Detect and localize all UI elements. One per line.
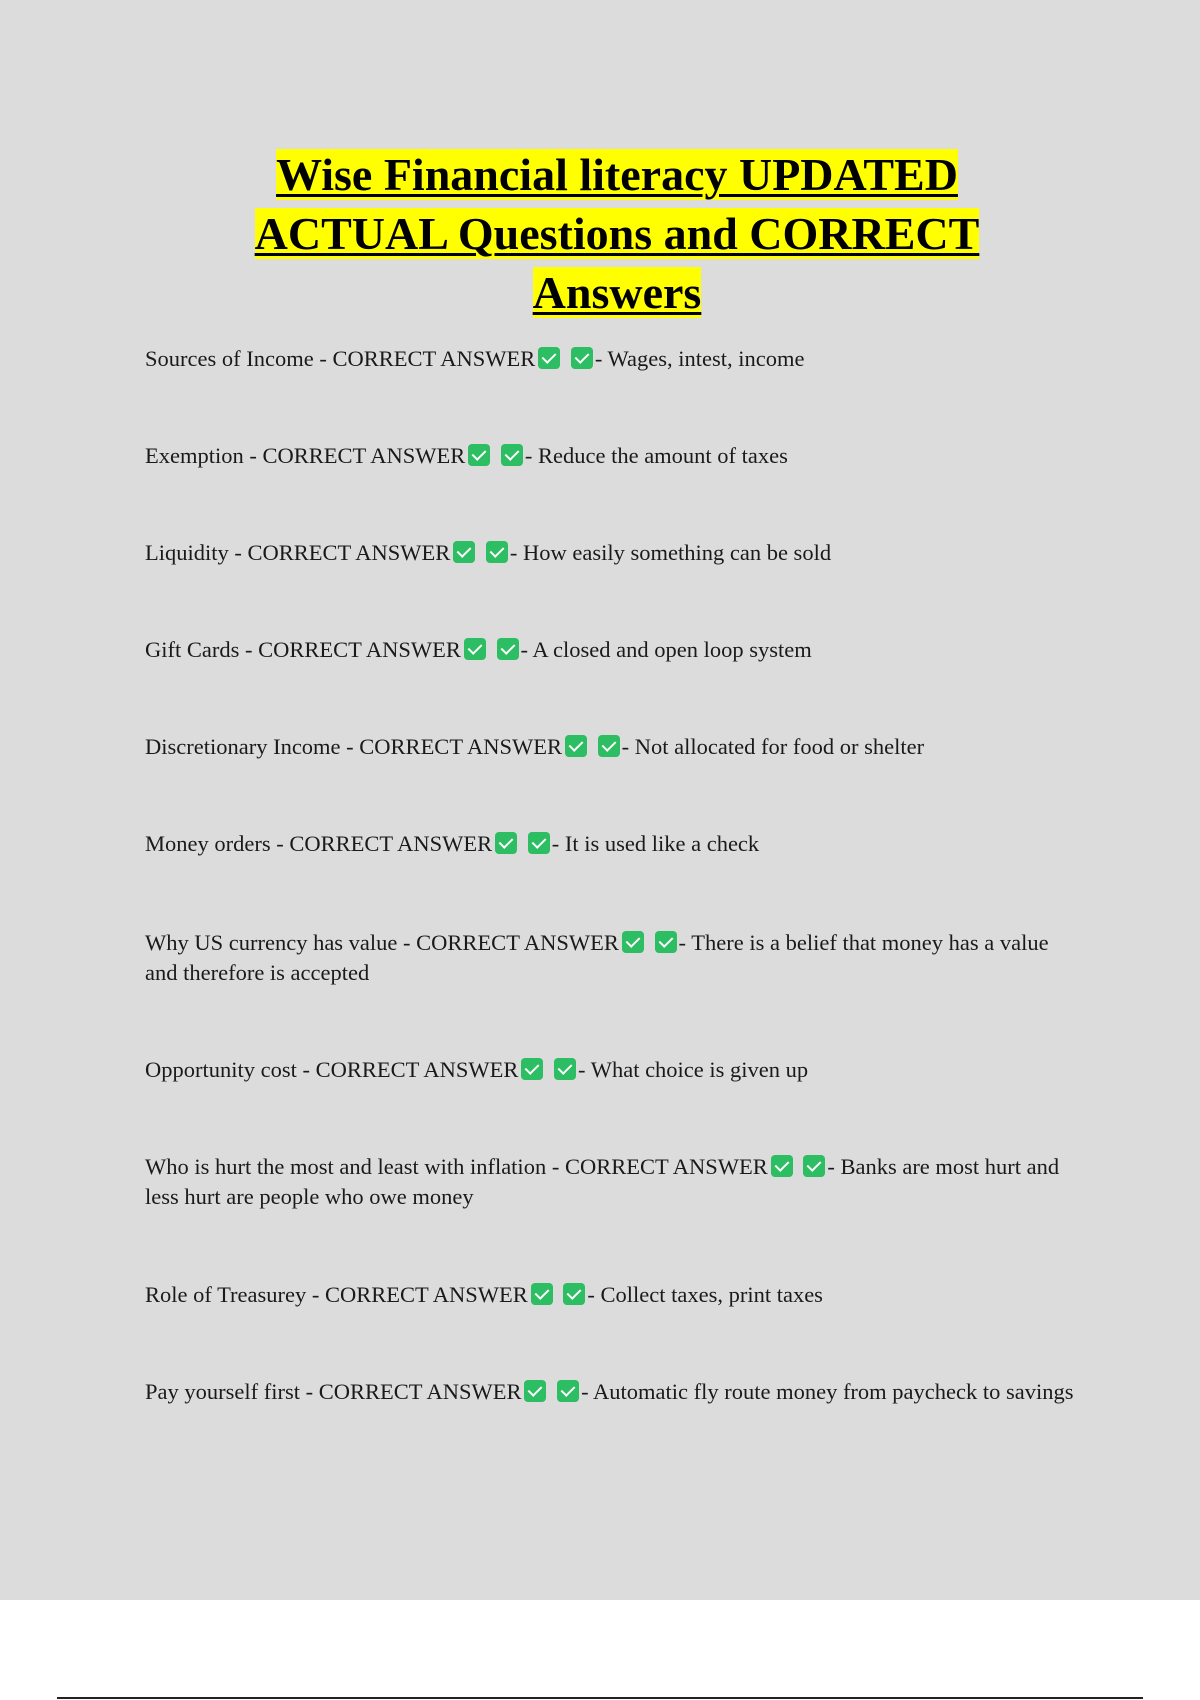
question-text: Opportunity cost [145,1057,297,1082]
question-text: Liquidity [145,540,229,565]
check-mark-icon [571,347,593,369]
check-mark-icon [501,444,523,466]
check-mark-icon [771,1155,793,1177]
question-text: Exemption [145,443,244,468]
check-mark-icon [598,735,620,757]
question-text: Discretionary Income [145,734,341,759]
title-line-2: ACTUAL Questions and CORRECT [254,208,980,259]
check-mark-icon [464,638,486,660]
answer-marker: CORRECT ANSWER [262,443,466,468]
check-mark-icon [538,347,560,369]
answer-marker: CORRECT ANSWER [247,540,451,565]
qa-item: Money orders - CORRECT ANSWER - It is used like a check [145,831,760,856]
qa-item: Discretionary Income - CORRECT ANSWER - Not allocated for food or shelter [145,734,925,759]
qa-item: Exemption - CORRECT ANSWER - Reduce the amount of taxes [145,443,788,468]
check-mark-icon [453,541,475,563]
question-text: Why US currency has value [145,930,398,955]
qa-item: Role of Treasurey - CORRECT ANSWER - Collect taxes, print taxes [145,1282,823,1307]
answer-marker: CORRECT ANSWER [359,734,563,759]
answer-text: Wages, intest, income [607,346,805,371]
check-mark-icon [531,1283,553,1305]
answer-text: What choice is given up [590,1057,809,1082]
answer-text: Not allocated for food or shelter [634,734,925,759]
check-mark-icon [497,638,519,660]
qa-item: Who is hurt the most and least with inflation - CORRECT ANSWER - Banks are most hurt and less hurt are people who owe money [145,1154,1060,1209]
answer-text: Banks are most hurt and less hurt are people who owe money [145,1154,1060,1209]
answer-marker: CORRECT ANSWER [416,930,619,955]
answer-text: Collect taxes, print taxes [600,1282,823,1307]
check-mark-icon [622,931,644,953]
check-mark-icon [521,1058,543,1080]
question-text: Money orders [145,831,271,856]
check-mark-icon [565,735,587,757]
qa-item: Sources of Income - CORRECT ANSWER - Wages, intest, income [145,346,805,371]
qa-item: Gift Cards - CORRECT ANSWER - A closed and open loop system [145,637,812,662]
answer-marker: CORRECT ANSWER [318,1379,522,1404]
question-text: Who is hurt the most and least with inflation [145,1154,547,1179]
page-title [150,145,1084,322]
qa-item: Opportunity cost - CORRECT ANSWER - What choice is given up [145,1057,809,1082]
check-mark-icon [557,1380,579,1402]
title-line-3: Answers [532,267,702,318]
check-mark-icon [655,931,677,953]
question-text: Sources of Income [145,346,314,371]
answer-marker: CORRECT ANSWER [315,1057,519,1082]
answer-text: Reduce the amount of taxes [537,443,788,468]
check-mark-icon [495,832,517,854]
answer-marker: CORRECT ANSWER [325,1282,528,1307]
answer-marker: CORRECT ANSWER [564,1154,768,1179]
qa-item: Why US currency has value - CORRECT ANSWER - There is a belief that money has a value and therefore is accepted [145,930,1049,985]
check-mark-icon [486,541,508,563]
question-text: Role of Treasurey [145,1282,307,1307]
check-mark-icon [528,832,550,854]
answer-marker: CORRECT ANSWER [289,831,493,856]
answer-text: It is used like a check [564,831,760,856]
question-text: Gift Cards [145,637,240,662]
title-line-1: Wise Financial literacy UPDATED [276,149,958,200]
answer-marker: CORRECT ANSWER [258,637,461,662]
answer-marker: CORRECT ANSWER [332,346,536,371]
footer-divider [57,1697,1143,1699]
check-mark-icon [524,1380,546,1402]
answer-text: There is a belief that money has a value and therefore is accepted [145,930,1049,985]
check-mark-icon [468,444,490,466]
answer-text: How easily something can be sold [523,540,832,565]
check-mark-icon [563,1283,585,1305]
question-text: Pay yourself first [145,1379,300,1404]
qa-item: Pay yourself first - CORRECT ANSWER - Automatic fly route money from paycheck to savings [145,1379,1074,1404]
answer-text: Automatic fly route money from paycheck to savings [593,1379,1074,1404]
check-mark-icon [803,1155,825,1177]
qa-item: Liquidity - CORRECT ANSWER - How easily something can be sold [145,540,832,565]
check-mark-icon [554,1058,576,1080]
answer-text: A closed and open loop system [532,637,812,662]
